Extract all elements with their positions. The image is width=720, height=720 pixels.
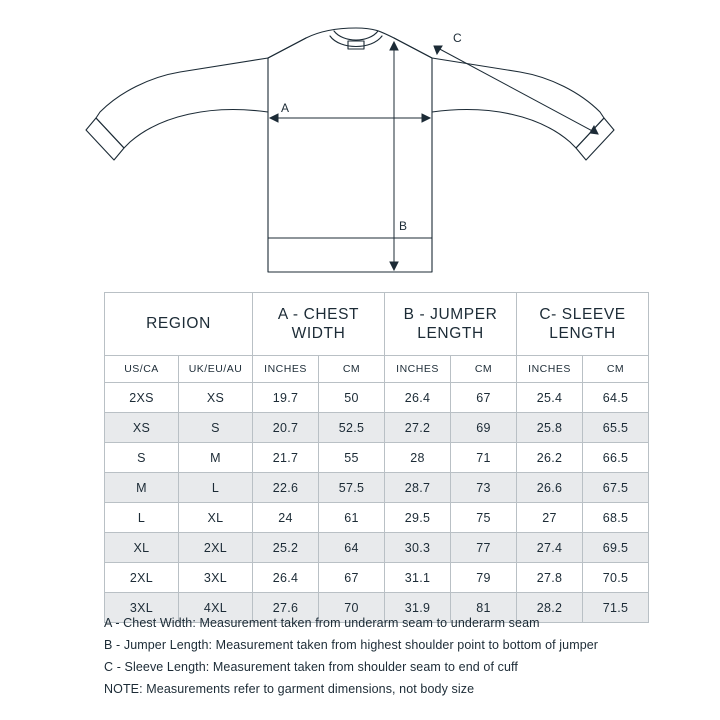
cell-chest-cm: 57.5 xyxy=(319,473,385,503)
cell-sleeve-in: 26.2 xyxy=(517,443,583,473)
cell-chest-cm: 64 xyxy=(319,533,385,563)
header-region: REGION xyxy=(105,293,253,356)
subheader-uk-eu-au: UK/EU/AU xyxy=(179,356,253,383)
subheader-chest-cm: CM xyxy=(319,356,385,383)
cell-sleeve-cm: 66.5 xyxy=(583,443,649,473)
cell-chest-cm: 52.5 xyxy=(319,413,385,443)
cell-chest-in: 22.6 xyxy=(253,473,319,503)
note-jumper-length: B - Jumper Length: Measurement taken from highest shoulder point to bottom of jumper xyxy=(104,638,599,652)
left-sleeve-outline xyxy=(96,58,268,148)
cell-uk-eu-au: 3XL xyxy=(179,563,253,593)
cell-us-ca: 2XL xyxy=(105,563,179,593)
cell-sleeve-cm: 64.5 xyxy=(583,383,649,413)
cell-length-in: 30.3 xyxy=(385,533,451,563)
body-outline xyxy=(268,28,432,272)
cell-sleeve-in: 25.8 xyxy=(517,413,583,443)
cell-sleeve-cm: 71.5 xyxy=(583,593,649,623)
cell-uk-eu-au: XL xyxy=(179,503,253,533)
marker-label-a: A xyxy=(281,101,290,115)
size-table xyxy=(104,292,649,623)
garment-diagram xyxy=(0,0,720,290)
cell-us-ca: L xyxy=(105,503,179,533)
cell-chest-in: 21.7 xyxy=(253,443,319,473)
neck-label xyxy=(348,41,364,49)
cell-us-ca: M xyxy=(105,473,179,503)
cell-sleeve-in: 28.2 xyxy=(517,593,583,623)
cell-uk-eu-au: 4XL xyxy=(179,593,253,623)
size-table-container xyxy=(104,292,629,623)
cell-chest-cm: 70 xyxy=(319,593,385,623)
note-chest-width: A - Chest Width: Measurement taken from underarm seam to underarm seam xyxy=(104,616,540,630)
subheader-length-cm: CM xyxy=(451,356,517,383)
table-header-sub xyxy=(105,356,649,383)
cell-length-cm: 69 xyxy=(451,413,517,443)
note-sleeve-length: C - Sleeve Length: Measurement taken from shoulder seam to end of cuff xyxy=(104,660,518,674)
cell-chest-in: 19.7 xyxy=(253,383,319,413)
cell-length-cm: 73 xyxy=(451,473,517,503)
cell-length-in: 27.2 xyxy=(385,413,451,443)
cell-uk-eu-au: XS xyxy=(179,383,253,413)
cell-length-in: 31.1 xyxy=(385,563,451,593)
cell-sleeve-cm: 68.5 xyxy=(583,503,649,533)
cell-us-ca: S xyxy=(105,443,179,473)
note-general: NOTE: Measurements refer to garment dimensions, not body size xyxy=(104,682,475,696)
cell-length-cm: 71 xyxy=(451,443,517,473)
cell-sleeve-in: 27.4 xyxy=(517,533,583,563)
measure-arrow-c-bottom xyxy=(590,126,598,134)
cell-chest-cm: 61 xyxy=(319,503,385,533)
table-row xyxy=(105,503,649,533)
cell-us-ca: 2XS xyxy=(105,383,179,413)
subheader-length-inches: INCHES xyxy=(385,356,451,383)
measure-line-c xyxy=(434,46,598,134)
cell-uk-eu-au: L xyxy=(179,473,253,503)
table-row xyxy=(105,443,649,473)
left-shoulder-seam xyxy=(268,38,306,58)
header-chest-width: A - CHEST WIDTH xyxy=(253,293,385,356)
cell-sleeve-cm: 69.5 xyxy=(583,533,649,563)
cell-sleeve-in: 27.8 xyxy=(517,563,583,593)
table-row xyxy=(105,383,649,413)
cell-chest-cm: 55 xyxy=(319,443,385,473)
collar-inner xyxy=(334,31,378,40)
subheader-sleeve-inches: INCHES xyxy=(517,356,583,383)
cell-length-cm: 77 xyxy=(451,533,517,563)
cell-chest-cm: 50 xyxy=(319,383,385,413)
cell-sleeve-in: 25.4 xyxy=(517,383,583,413)
table-row xyxy=(105,563,649,593)
cell-chest-cm: 67 xyxy=(319,563,385,593)
table-row xyxy=(105,533,649,563)
header-jumper-length: B - JUMPER LENGTH xyxy=(385,293,517,356)
right-shoulder-seam xyxy=(394,38,432,58)
cell-length-in: 31.9 xyxy=(385,593,451,623)
table-row xyxy=(105,473,649,503)
cell-length-cm: 67 xyxy=(451,383,517,413)
cell-sleeve-in: 26.6 xyxy=(517,473,583,503)
right-cuff xyxy=(576,118,614,160)
marker-label-c: C xyxy=(453,31,462,45)
cell-length-in: 28 xyxy=(385,443,451,473)
measure-arrow-b-top xyxy=(390,42,398,50)
table-body xyxy=(105,383,649,623)
cell-chest-in: 20.7 xyxy=(253,413,319,443)
subheader-sleeve-cm: CM xyxy=(583,356,649,383)
cell-sleeve-cm: 70.5 xyxy=(583,563,649,593)
cell-us-ca: XS xyxy=(105,413,179,443)
measurement-notes xyxy=(104,612,664,700)
table-header-main xyxy=(105,293,649,356)
cell-length-in: 26.4 xyxy=(385,383,451,413)
cell-length-cm: 81 xyxy=(451,593,517,623)
cell-sleeve-cm: 65.5 xyxy=(583,413,649,443)
measure-arrow-b-bottom xyxy=(390,262,398,270)
subheader-us-ca: US/CA xyxy=(105,356,179,383)
cell-us-ca: XL xyxy=(105,533,179,563)
cell-chest-in: 24 xyxy=(253,503,319,533)
header-sleeve-length: C- SLEEVE LENGTH xyxy=(517,293,649,356)
cell-length-cm: 79 xyxy=(451,563,517,593)
measure-arrow-a-left xyxy=(270,114,278,122)
cell-chest-in: 26.4 xyxy=(253,563,319,593)
cell-uk-eu-au: 2XL xyxy=(179,533,253,563)
subheader-chest-inches: INCHES xyxy=(253,356,319,383)
cell-chest-in: 25.2 xyxy=(253,533,319,563)
right-sleeve-outline xyxy=(432,58,604,148)
cell-length-cm: 75 xyxy=(451,503,517,533)
left-cuff xyxy=(86,118,124,160)
cell-length-in: 28.7 xyxy=(385,473,451,503)
measure-arrow-a-right xyxy=(422,114,430,122)
table-row xyxy=(105,413,649,443)
cell-chest-in: 27.6 xyxy=(253,593,319,623)
cell-sleeve-in: 27 xyxy=(517,503,583,533)
marker-label-b: B xyxy=(399,219,408,233)
cell-uk-eu-au: M xyxy=(179,443,253,473)
cell-us-ca: 3XL xyxy=(105,593,179,623)
cell-sleeve-cm: 67.5 xyxy=(583,473,649,503)
cell-uk-eu-au: S xyxy=(179,413,253,443)
cell-length-in: 29.5 xyxy=(385,503,451,533)
